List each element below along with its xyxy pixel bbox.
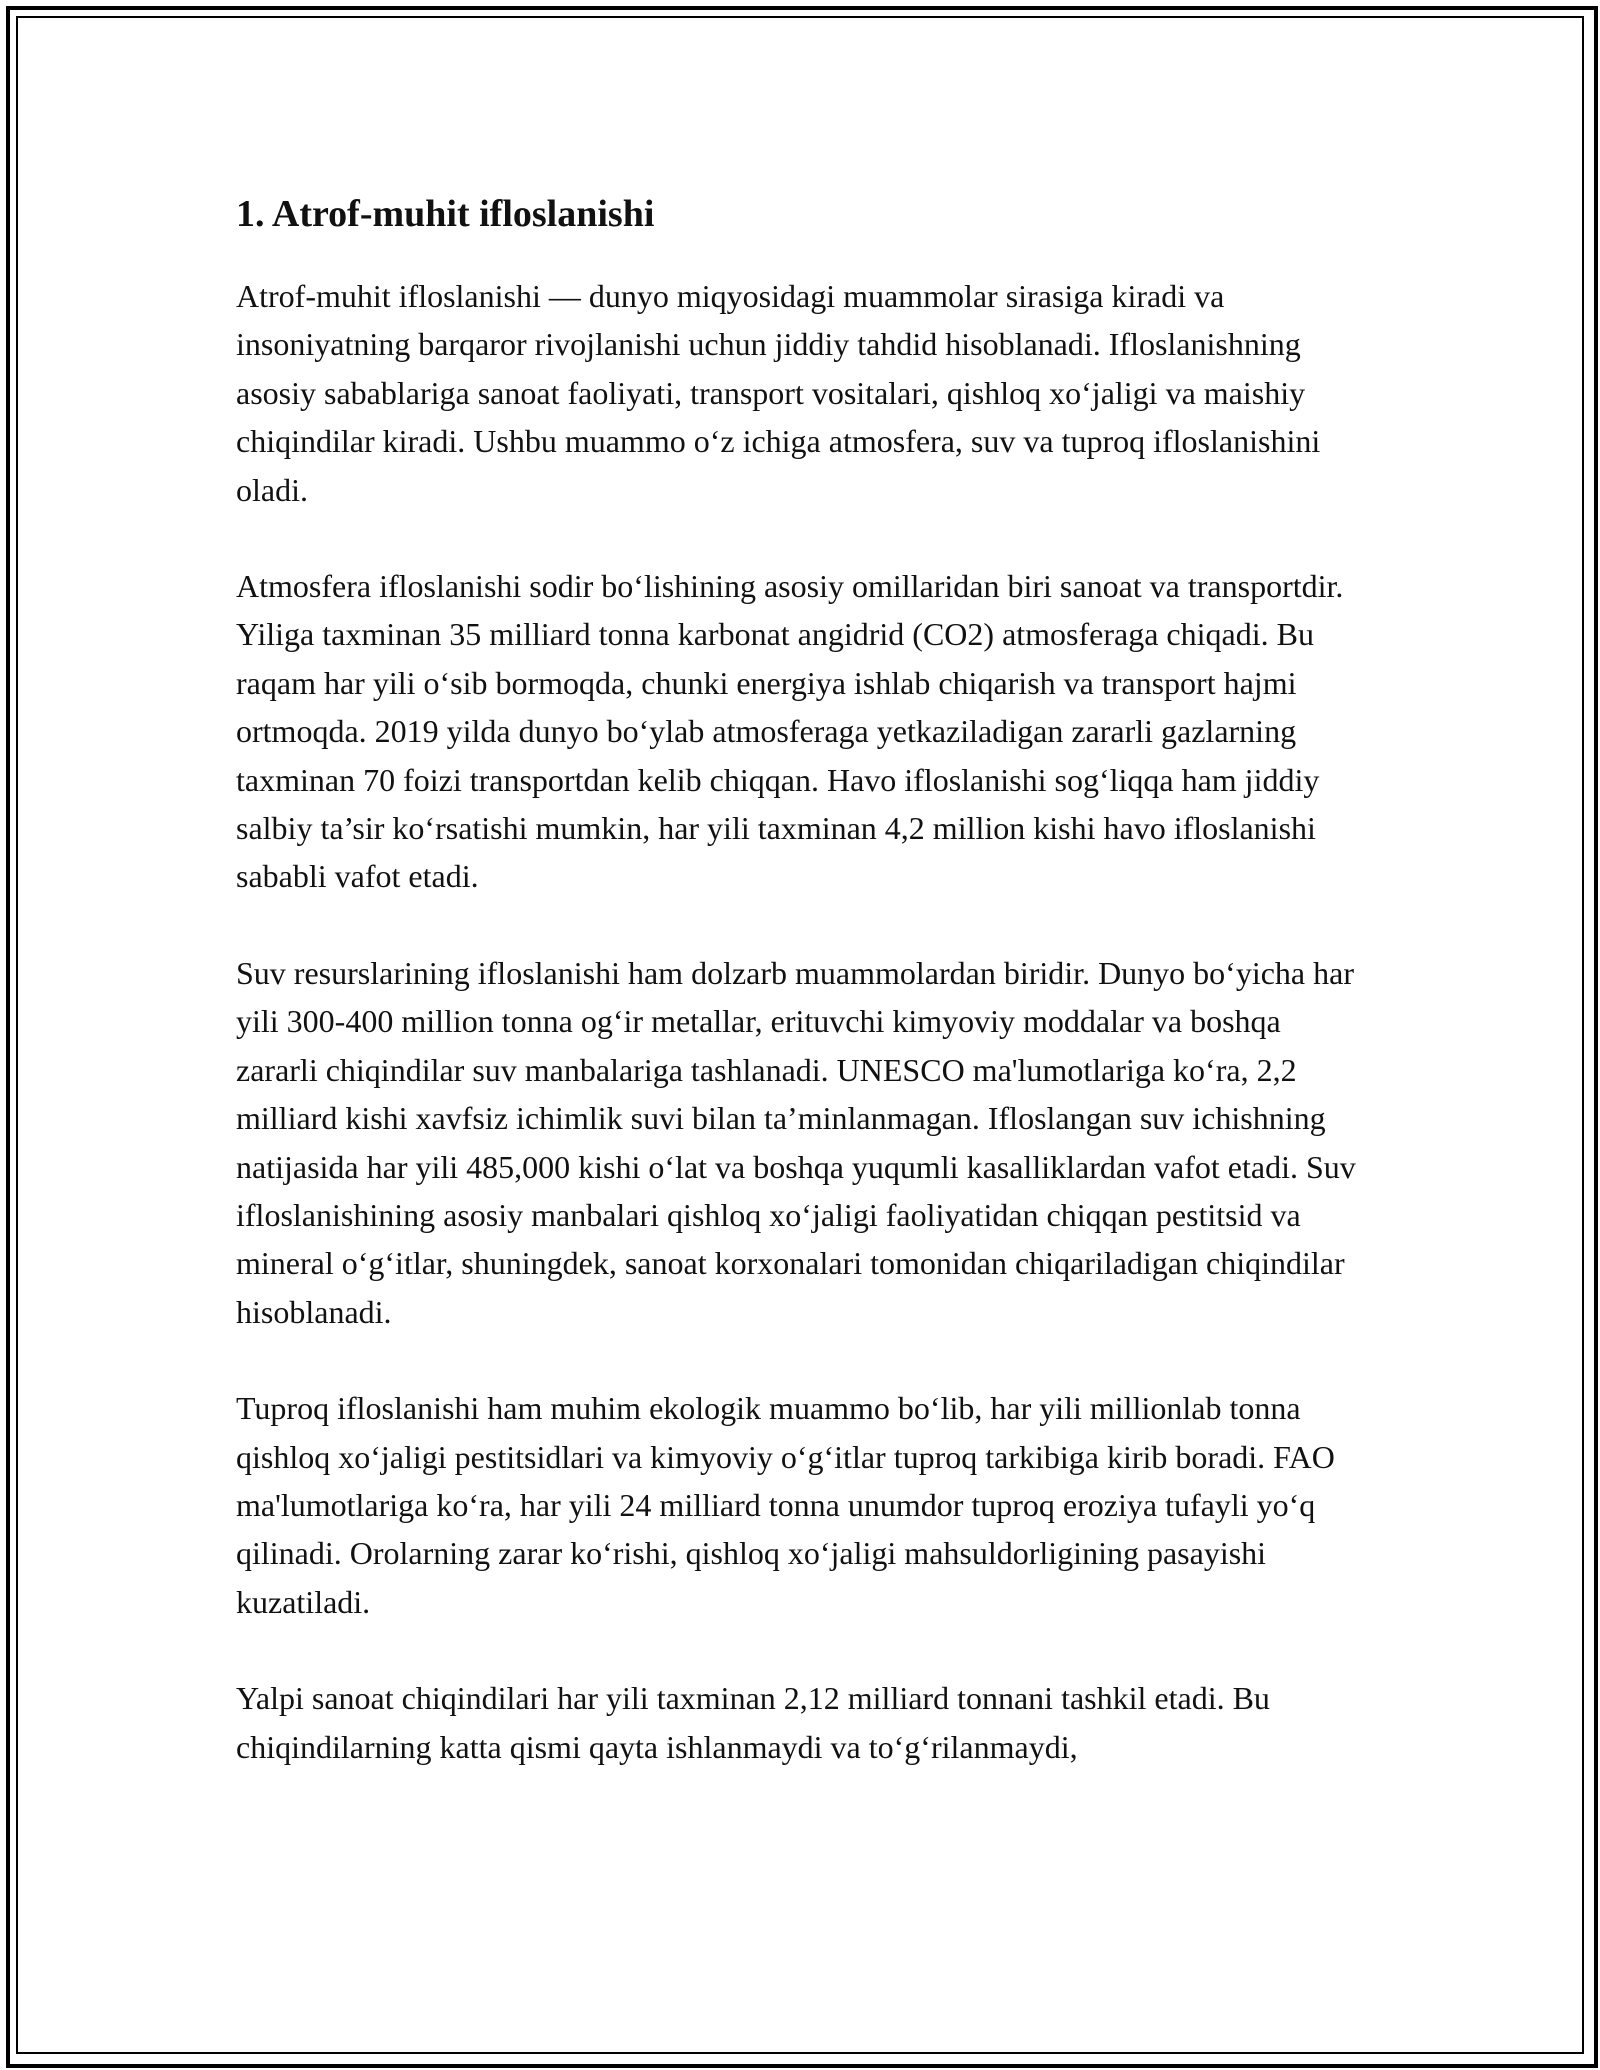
paragraph-water: Suv resurslarining ifloslanishi ham dolzarb muammolardan biridir. Dunyo bo‘yicha har yili 300-400 million tonna og‘ir metallar, erituvchi kimyoviy moddalar va boshqa zararli chiqindilar suv manbalariga tashlanadi. UNESCO ma'lumotlariga ko‘ra, 2,2 milliard kishi xavfsiz ichimlik suvi bilan ta’minlanmagan. Ifloslangan suv ichishning natijasida har yili 485,000 kishi o‘lat va boshqa yuqumli kasalliklardan vafot etadi. Suv ifloslanishining asosiy manbalari qishloq xo‘jaligi faoliyatidan chiqqan pestitsid va mineral o‘g‘itlar, shuningdek, sanoat korxonalari tomonidan chiqariladigan chiqindilar hisoblanadi. bbox=[236, 954, 1356, 1330]
paragraph-industrial-waste: Yalpi sanoat chiqindilari har yili taxminan 2,12 milliard tonnani tashkil etadi. Bu chiqindilarning katta qismi qayta ishlanmaydi va to‘g‘rilanmaydi, bbox=[236, 1680, 1270, 1765]
paragraph-soil: Tuproq ifloslanishi ham muhim ekologik muammo bo‘lib, har yili millionlab tonna qishloq xo‘jaligi pestitsidlari va kimyoviy o‘g‘itlar tuproq tarkibiga kirib boradi. FAO ma'lumotlariga ko‘ra, har yili 24 milliard tonna unumdor tuproq eroziya tufayli yo‘q qilinadi. Orolarning zarar ko‘rishi, qishloq xo‘jaligi mahsuldorligining pasayishi kuzatiladi. bbox=[236, 1390, 1335, 1620]
paragraph-intro: Atrof-muhit ifloslanishi — dunyo miqyosidagi muammolar sirasiga kiradi va insoniyatning barqaror rivojlanishi uchun jiddiy tahdid hisoblanadi. Ifloslanishning asosiy sabablariga sanoat faoliyati, transport vositalari, qishloq xo‘jaligi va maishiy chiqindilar kiradi. Ushbu muammo o‘z ichiga atmosfera, suv va tuproq ifloslanishini oladi. bbox=[236, 278, 1321, 508]
section-heading: 1. Atrof-muhit ifloslanishi bbox=[236, 193, 655, 235]
document-body bbox=[236, 190, 1366, 1819]
paragraph-atmosphere: Atmosfera ifloslanishi sodir bo‘lishining asosiy omillaridan biri sanoat va transportdir. Yiliga taxminan 35 milliard tonna karbonat angidrid (CO2) atmosferaga chiqadi. Bu raqam har yili o‘sib bormoqda, chunki energiya ishlab chiqarish va transport hajmi ortmoqda. 2019 yilda dunyo bo‘ylab atmosferaga yetkaziladigan zararli gazlarning taxminan 70 foizi transportdan kelib chiqqan. Havo ifloslanishi sog‘liqqa ham jiddiy salbiy ta’sir ko‘rsatishi mumkin, har yili taxminan 4,2 million kishi havo ifloslanishi sababli vafot etadi. bbox=[236, 568, 1344, 895]
